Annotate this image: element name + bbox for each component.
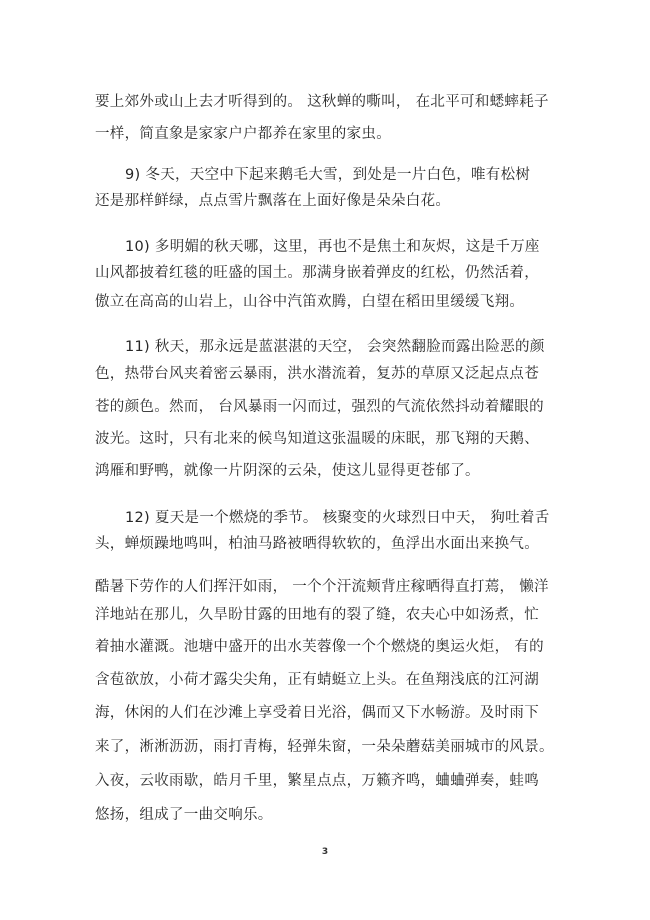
paragraph-4-line-1: 11) 秋天，那永远是蓝湛湛的天空， 会突然翻脸而露出险恶的颜 bbox=[125, 339, 545, 355]
paragraph-3-line-3: 傲立在高高的山岩上，山谷中汽笛欢腾，白望在稻田里缓缓飞翔。 bbox=[95, 294, 525, 310]
paragraph-4-line-2: 色，热带台风夹着密云暴雨，洪水潜流着，复苏的草原又泛起点点苍 bbox=[95, 366, 539, 382]
paragraph-1-line-2: 一样，简直象是家家户户都养在家里的家虫。 bbox=[95, 126, 391, 142]
paragraph-3-line-2: 山风都披着红毯的旺盛的国土。那满身嵌着弹皮的红松，仍然活着， bbox=[95, 265, 539, 281]
paragraph-2-line-1: 9) 冬天，天空中下起来鹅毛大雪，到处是一片白色，唯有松树 bbox=[125, 167, 531, 183]
paragraph-3-line-1: 10) 多明媚的秋天哪，这里，再也不是焦土和灰烬，这是千万座 bbox=[125, 239, 540, 255]
paragraph-6-line-6: 来了，淅淅沥沥，雨打青梅，轻弹朱窗，一朵朵蘑菇美丽城市的风景。 bbox=[95, 739, 554, 755]
paragraph-5-line-2: 头，蝉烦躁地鸣叫，柏油马路被晒得软软的，鱼浮出水面出来换气。 bbox=[95, 536, 539, 552]
paragraph-6-line-5: 海，休闲的人们在沙滩上享受着日光浴，偶而又下水畅游。及时雨下 bbox=[95, 705, 539, 721]
paragraph-6-line-1: 酷暑下劳作的人们挥汗如雨， 一个个汗流颊背庄稼晒得直打蔫， 懒洋 bbox=[95, 579, 549, 595]
paragraph-1-line-1: 要上郊外或山上去才听得到的。 这秋蝉的嘶叫， 在北平可和蟋蟀耗子 bbox=[95, 94, 549, 110]
paragraph-6-line-8: 悠扬，组成了一曲交响乐。 bbox=[95, 807, 273, 823]
paragraph-4-line-3: 苍的颜色。然而， 台风暴雨一闪而过，强烈的气流依然抖动着耀眼的 bbox=[95, 399, 544, 415]
paragraph-4-line-4: 波光。这时，只有北来的候鸟知道这张温暖的床眠，那飞翔的天鹅、 bbox=[95, 431, 539, 447]
paragraph-2-line-2: 还是那样鲜绿，点点雪片飘落在上面好像是朵朵白花。 bbox=[95, 193, 451, 209]
paragraph-6-line-2: 洋地站在那儿，久旱盼甘露的田地有的裂了缝，农夫心中如汤煮，忙 bbox=[95, 607, 539, 623]
paragraph-5-line-1: 12) 夏天是一个燃烧的季节。 核聚变的火球烈日中天， 狗吐着舌 bbox=[125, 510, 550, 526]
paragraph-6-line-4: 含苞欲放，小荷才露尖尖角，正有蜻蜓立上头。在鱼翔浅底的江河湖 bbox=[95, 672, 539, 688]
paragraph-4-line-5: 鸿雁和野鸭，就像一片阴深的云朵，使这儿显得更苍郁了。 bbox=[95, 463, 480, 479]
page-number: 3 bbox=[321, 847, 329, 857]
paragraph-6-line-7: 入夜，云收雨歇，皓月千里，繁星点点，万籁齐鸣，蛐蛐弹奏，蛙鸣 bbox=[95, 773, 539, 789]
paragraph-6-line-3: 着抽水灌溉。池塘中盛开的出水芙蓉像一个个燃烧的奥运火炬， 有的 bbox=[95, 639, 544, 655]
